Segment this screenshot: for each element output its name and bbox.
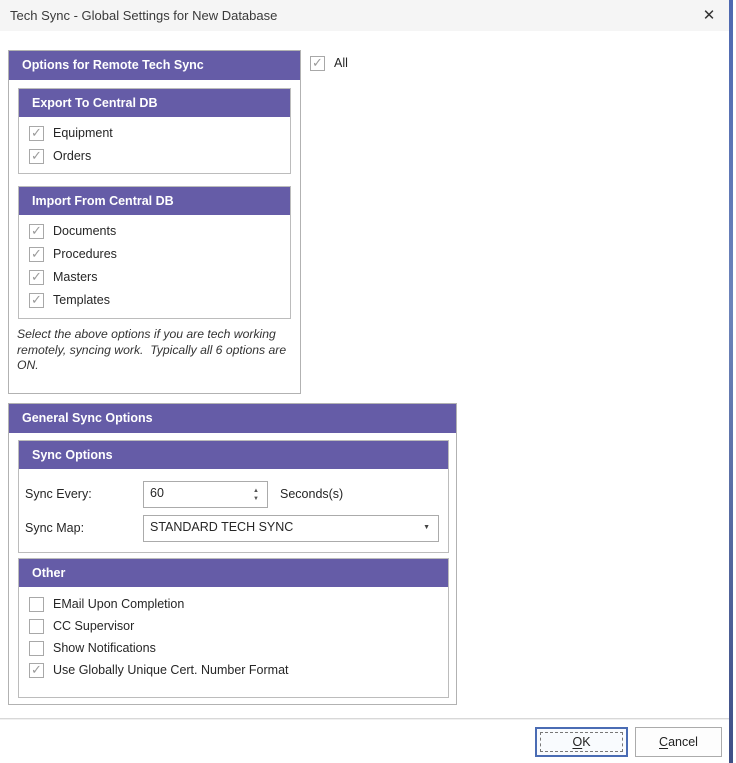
spinner-down-icon[interactable]: ▼ [253,495,259,502]
checkbox-cc-supervisor-box[interactable] [29,619,44,634]
checkbox-cc-supervisor-label: CC Supervisor [53,619,135,633]
checkbox-all-label: All [334,56,348,70]
checkbox-masters[interactable] [29,269,97,285]
checkbox-equipment[interactable] [29,125,113,141]
cancel-label-rest: ancel [668,735,698,749]
sync-map-dropdown[interactable] [143,515,439,542]
check-icon: ✓ [31,662,42,677]
footer-separator-highlight [0,719,729,720]
general-panel-header: General Sync Options [9,404,456,433]
checkbox-email-box[interactable] [29,597,44,612]
general-sync-options-panel [8,403,457,705]
other-group [18,558,449,698]
dialog-title: Tech Sync - Global Settings for New Database [10,8,278,23]
checkbox-use-globally-unique-cert-number-format[interactable] [29,662,289,678]
checkbox-orders-box[interactable] [29,149,44,164]
sync-every-input[interactable] [143,481,268,508]
checkbox-documents-box[interactable] [29,224,44,239]
close-button[interactable] [696,4,722,28]
sync-map-label: Sync Map: [25,521,85,535]
remote-panel-header: Options for Remote Tech Sync [9,51,300,80]
export-group [18,88,291,174]
sync-every-unit: Seconds(s) [280,487,344,501]
checkbox-show-notifications-box[interactable] [29,641,44,656]
remote-panel-note: Select the above options if you are tech working remotely, syncing work. Typically all 6 options are ON. [17,327,290,372]
chevron-down-icon[interactable]: ▼ [423,524,430,531]
ok-label-first-letter: O [572,735,583,749]
close-icon: ✕ [702,7,716,24]
export-group-header: Export To Central DB [19,89,290,117]
cancel-button[interactable] [635,727,722,757]
import-group [18,186,291,319]
check-icon: ✓ [31,148,42,163]
checkbox-email-label: EMail Upon Completion [53,597,185,611]
ok-label-rest: K [582,735,591,749]
cancel-label-first-letter: C [659,735,669,749]
checkbox-orders-label: Orders [53,149,92,163]
window-right-edge [729,0,733,763]
check-icon: ✓ [31,246,42,261]
check-icon: ✓ [31,125,42,140]
checkbox-cc-supervisor[interactable] [29,618,134,634]
checkbox-equipment-label: Equipment [53,126,113,140]
checkbox-masters-box[interactable] [29,270,44,285]
other-header: Other [19,559,448,587]
checkbox-templates-box[interactable] [29,293,44,308]
checkbox-all-box[interactable] [310,56,325,71]
checkbox-procedures-label: Procedures [53,247,117,261]
checkbox-orders[interactable] [29,148,91,164]
checkbox-equipment-box[interactable] [29,126,44,141]
sync-every-value[interactable]: 60 [150,486,164,500]
checkbox-show-notifications-label: Show Notifications [53,641,156,655]
checkbox-unique-cert-label: Use Globally Unique Cert. Number Format [53,663,289,677]
checkbox-procedures[interactable] [29,246,117,262]
check-icon: ✓ [31,292,42,307]
ok-button-label [540,732,623,752]
checkbox-email-upon-completion[interactable] [29,596,184,612]
checkbox-show-notifications[interactable] [29,640,156,656]
checkbox-masters-label: Masters [53,270,98,284]
sync-options-group [18,440,449,553]
checkbox-documents[interactable] [29,223,116,239]
ok-button[interactable] [535,727,628,757]
sync-options-header: Sync Options [19,441,448,469]
spinner-up-icon[interactable]: ▲ [253,487,259,494]
checkbox-all[interactable] [310,55,348,71]
title-bar [0,0,729,31]
check-icon: ✓ [312,55,323,70]
check-icon: ✓ [31,223,42,238]
sync-every-label: Sync Every: [25,487,92,501]
remote-tech-sync-panel [8,50,301,394]
checkbox-templates[interactable] [29,292,110,308]
import-group-header: Import From Central DB [19,187,290,215]
sync-every-spinner [249,482,263,507]
check-icon: ✓ [31,269,42,284]
sync-map-value: STANDARD TECH SYNC [150,520,294,534]
checkbox-documents-label: Documents [53,224,117,238]
cancel-button-label [636,728,721,756]
checkbox-templates-label: Templates [53,293,110,307]
checkbox-unique-cert-box[interactable] [29,663,44,678]
checkbox-procedures-box[interactable] [29,247,44,262]
